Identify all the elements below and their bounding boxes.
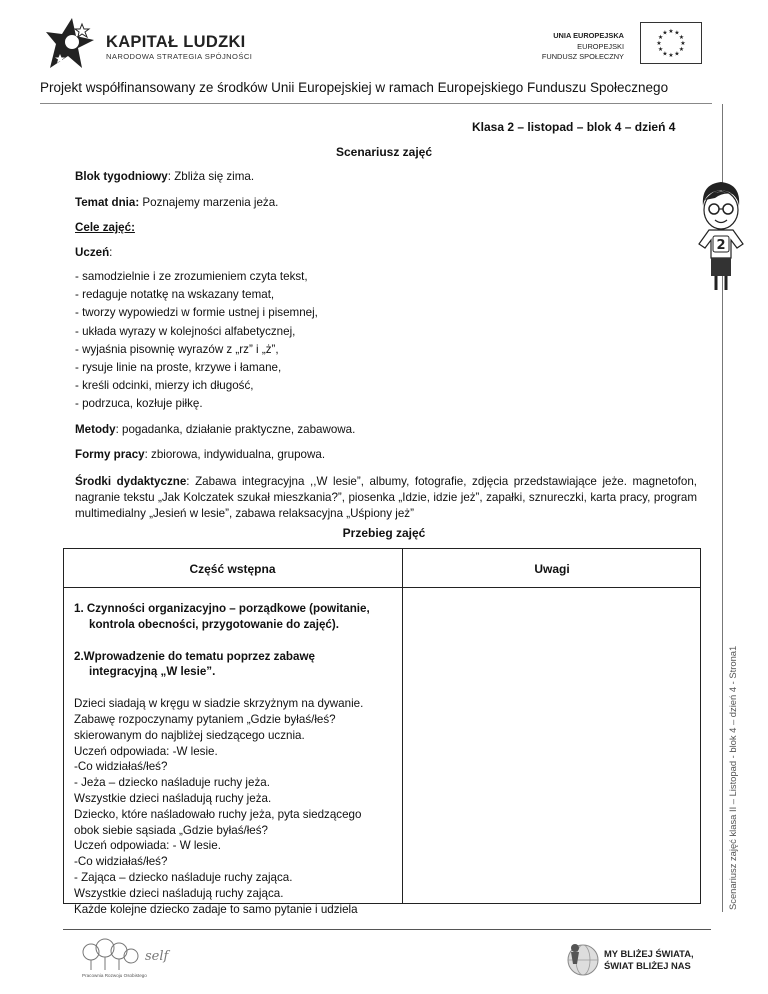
weekly-block-label: Blok tygodniowy <box>75 170 168 183</box>
body-line: Dziecko, które naśladowało ruchy jeża, pyta siedzącego <box>74 807 362 821</box>
table-column-divider <box>402 548 403 904</box>
footer-slogan-line1: MY BLIŻEJ ŚWIATA, <box>604 948 694 959</box>
header-divider <box>40 103 712 104</box>
goals-heading: Cele zajęć: <box>75 221 135 234</box>
goal-item: - tworzy wypowiedzi w formie ustnej i pisemnej, <box>75 306 318 320</box>
eu-title: UNIA EUROPEJSKA <box>553 31 624 40</box>
teaching-aids-value: : Zabawa integracyjna ,,W lesie”, albumy, fotografie, zdjęcia przedstawiające jeże. magnetofon, nagranie tekstu „Jak Kolczatek szukał mieszkania?”, piosenka „Idzie, idzie jeż”, zapałki, sznureczki, karta pracy, program multimedialny „Jesień w lesie”, zabawa relaksacyjna „Uśpiony jeż” <box>75 475 698 520</box>
body-line: -Co widziałaś/łeś? <box>74 760 168 774</box>
body-line: Wszystkie dzieci naśladują ruchy zająca. <box>74 886 284 900</box>
goal-item: - samodzielnie i ze zrozumieniem czyta tekst, <box>75 270 308 283</box>
work-forms-label: Formy pracy <box>75 448 145 461</box>
footer-slogan <box>604 948 694 971</box>
svg-text:★: ★ <box>668 28 674 35</box>
mascot-girl-illustration <box>693 178 749 298</box>
globe-icon <box>563 940 601 978</box>
goal-item: - kreśli odcinki, mierzy ich długość, <box>75 379 254 393</box>
body-line: - Jeża – dziecko naśladuje ruchy jeża. <box>74 776 270 790</box>
student-label <box>75 246 112 259</box>
body-line: Zabawę rozpoczynamy pytaniem „Gdzie byłaś/łeś? <box>74 712 336 726</box>
eu-label <box>520 31 624 63</box>
step-1-line: 1. Czynności organizacyjno – porządkowe (powitanie, <box>74 602 370 615</box>
goals-list <box>75 268 318 414</box>
intro-cell <box>74 601 398 917</box>
body-line: obok siebie sąsiada „Gdzie byłaś/łeś? <box>74 823 268 837</box>
class-info: Klasa 2 – listopad – blok 4 – dzień 4 <box>472 120 676 134</box>
mascot-number: 2 <box>716 238 726 253</box>
spacer <box>74 680 398 696</box>
svg-text:★: ★ <box>668 52 674 59</box>
body-line: skierowanym do najbliżej siedzącego ucznia. <box>74 728 305 742</box>
step-2-line: integracyjną „W lesie”. <box>89 665 216 679</box>
svg-text:self: self <box>145 949 169 964</box>
methods-value: : pogadanka, działanie praktyczne, zabawowa. <box>115 423 356 436</box>
svg-text:★: ★ <box>678 34 685 41</box>
student-label-text: Uczeń <box>75 246 110 259</box>
svg-text:★: ★ <box>657 46 664 53</box>
program-title: KAPITAŁ LUDZKI <box>106 33 246 51</box>
svg-text:★: ★ <box>656 40 662 47</box>
body-line: Każde kolejne dziecko zadaje to samo pytanie i udziela <box>74 902 358 916</box>
document-title: Scenariusz zajęć <box>335 145 433 159</box>
kapital-ludzki-logo <box>42 14 102 72</box>
table-header-divider <box>63 587 701 588</box>
day-topic-label: Temat dnia: <box>75 196 140 209</box>
side-footer-text: Scenariusz zajęć klasa II – Listopad - blok 4 – dzień 4 - Strona1 <box>727 645 738 910</box>
work-forms <box>75 448 325 461</box>
table-header-intro: Część wstępna <box>189 562 276 576</box>
goal-item: - redaguje notatkę na wskazany temat, <box>75 288 275 302</box>
body-line: Uczeń odpowiada: -W lesie. <box>74 744 218 758</box>
body-line: - Zająca – dziecko naśladuje ruchy zająca. <box>74 870 293 884</box>
eu-fund-line1: EUROPEJSKI <box>577 41 624 51</box>
step-1-line: kontrola obecności, przygotowanie do zajęć). <box>89 617 339 631</box>
svg-text:★: ★ <box>680 40 686 47</box>
weekly-block <box>75 170 254 183</box>
svg-text:★: ★ <box>657 34 664 41</box>
course-heading: Przebieg zajęć <box>342 526 426 540</box>
body-line: Wszystkie dzieci naśladują ruchy jeża. <box>74 791 272 805</box>
work-forms-value: : zbiorowa, indywidualna, grupowa. <box>144 448 326 461</box>
footer-left-caption: Pracownia Rozwoju Osobistego <box>82 973 147 978</box>
step-2-line: 2.Wprowadzenie do tematu poprzez zabawę <box>74 649 315 663</box>
day-topic-value: Poznajemy marzenia jeża. <box>139 196 279 209</box>
svg-text:★: ★ <box>662 50 668 58</box>
svg-text:★: ★ <box>674 29 680 37</box>
svg-text:★: ★ <box>678 46 685 53</box>
goal-item: - podrzuca, kozłuje piłkę. <box>75 397 203 411</box>
day-topic <box>75 196 278 209</box>
goal-item: - rysuje linie na proste, krzywe i łamane, <box>75 361 282 375</box>
teaching-aids <box>75 474 697 522</box>
footer-slogan-line2: ŚWIAT BLIŻEJ NAS <box>604 959 691 971</box>
methods-label: Metody <box>75 423 116 436</box>
teaching-aids-label: Środki dydaktyczne <box>75 475 187 488</box>
eu-flag-icon <box>640 22 702 64</box>
methods <box>75 423 355 436</box>
goal-item: - układa wyrazy w kolejności alfabetycznej, <box>75 324 296 338</box>
eu-fund-line2: FUNDUSZ SPOŁECZNY <box>541 52 624 61</box>
footer-divider <box>63 929 711 930</box>
program-subtitle: NARODOWA STRATEGIA SPÓJNOŚCI <box>106 52 253 61</box>
body-line: -Co widziałaś/łeś? <box>74 855 168 869</box>
weekly-block-value: : Zbliża się zima. <box>167 170 255 183</box>
spacer <box>74 633 398 649</box>
body-line: Uczeń odpowiada: - W lesie. <box>74 839 221 853</box>
svg-text:★: ★ <box>674 50 680 58</box>
project-cofinancing-line: Projekt współfinansowany ze środków Unii Europejskiej w ramach Europejskiego Funduszu Społecznego <box>40 80 669 95</box>
goal-item: - wyjaśnia pisownię wyrazów z „rz” i „ż”, <box>75 342 279 356</box>
body-line: Dzieci siadają w kręgu w siadzie skrzyżnym na dywanie. <box>74 697 364 711</box>
student-label-colon: : <box>109 246 113 259</box>
svg-text:★: ★ <box>662 29 668 37</box>
table-header-notes: Uwagi <box>534 562 570 576</box>
